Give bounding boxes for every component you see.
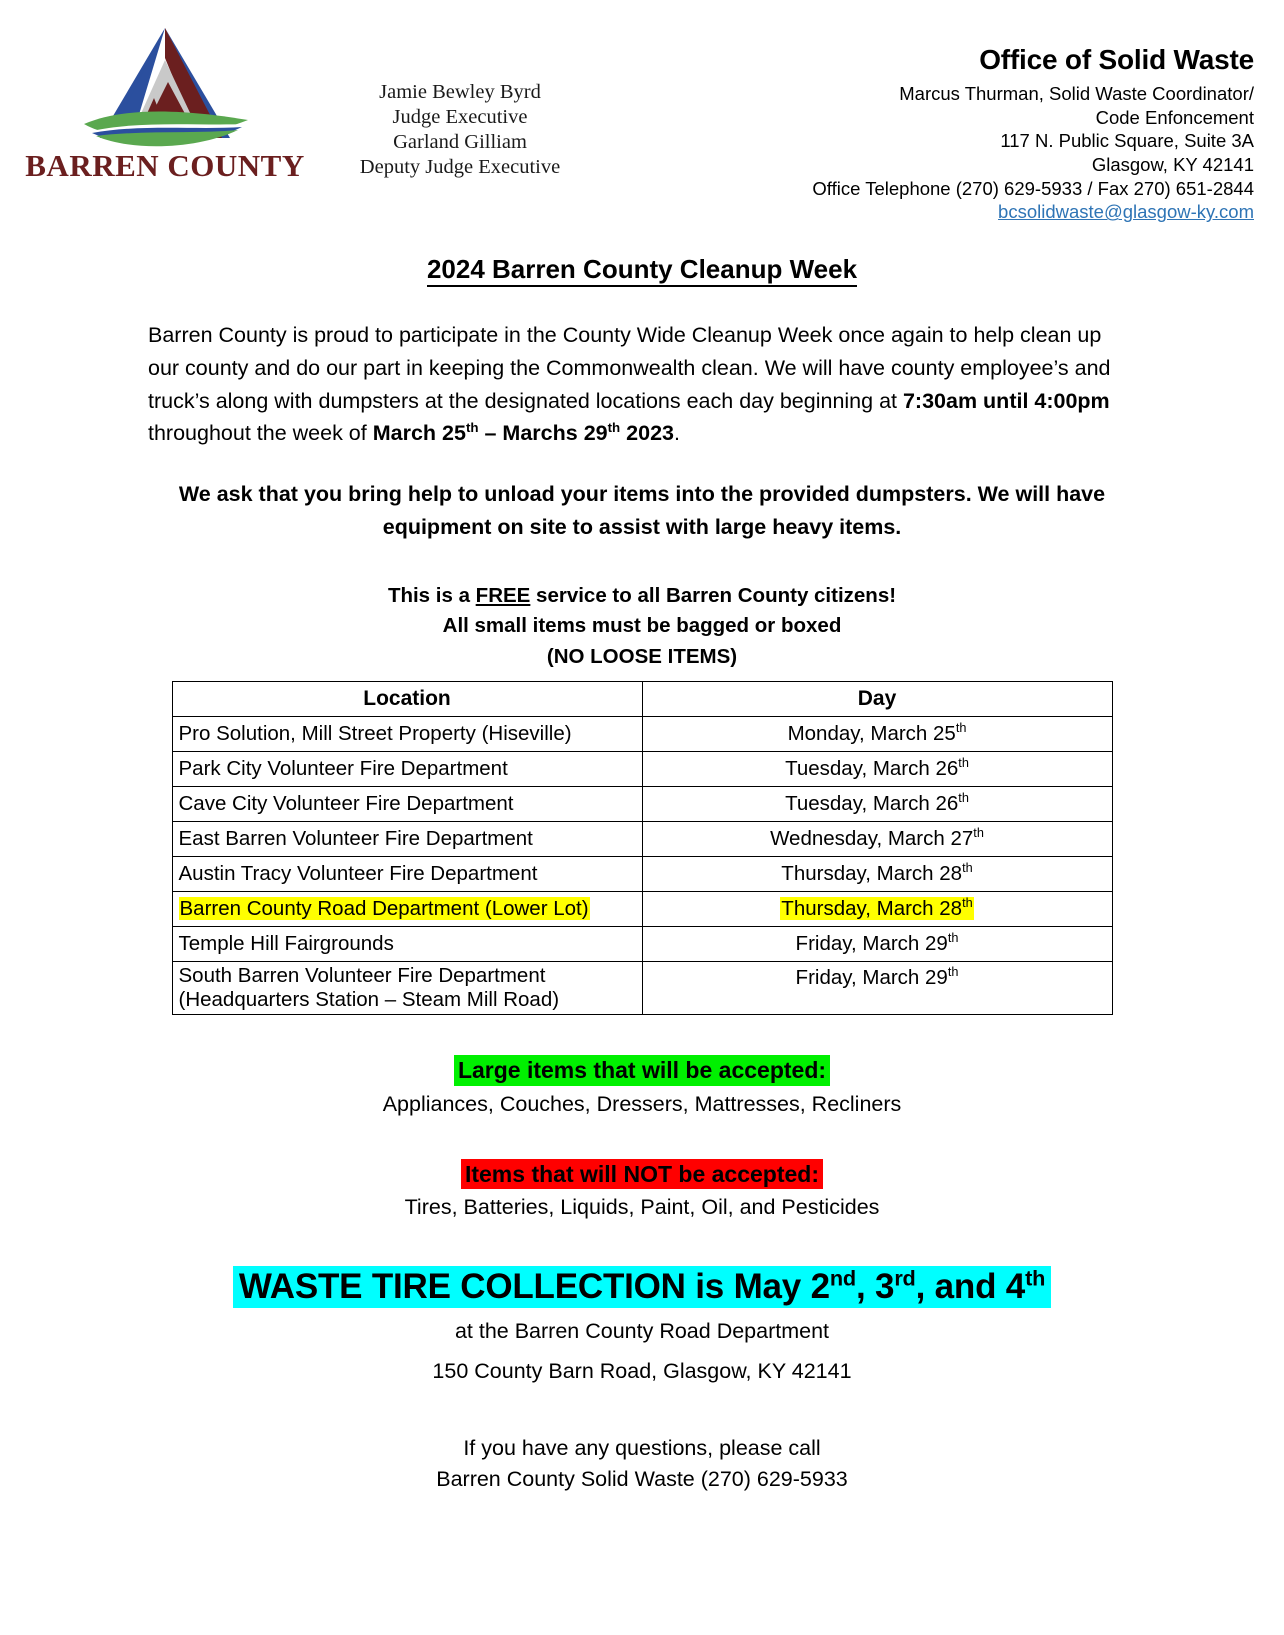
cell-day-ordinal: th bbox=[973, 825, 984, 841]
waste-tire-collection-section bbox=[0, 1266, 1284, 1308]
intro-paragraph bbox=[148, 319, 1136, 450]
intro-text-part1: Barren County is proud to participate in the County Wide Cleanup Week once again to help clean up our county and do our part in keeping the Commonwealth clean. We will have county employee’s and truck’s along with dumpsters at the designated locations each day beginning at bbox=[148, 323, 1111, 413]
office-line-code-enforcement: Code Enfoncement bbox=[1095, 106, 1254, 128]
no-loose-items-line: (NO LOOSE ITEMS) bbox=[546, 645, 738, 669]
cell-day-ordinal: th bbox=[955, 720, 967, 736]
cell-day-ordinal: th bbox=[962, 860, 973, 876]
free-line-post: service to all Barren County citizens! bbox=[530, 583, 897, 607]
cell-day-ordinal: th bbox=[962, 895, 973, 911]
cell-location: Cave City Volunteer Fire Department bbox=[172, 786, 642, 821]
office-line-coordinator: Marcus Thurman, Solid Waste Coordinator/ bbox=[899, 83, 1254, 104]
intro-date-dash: – Marchs 29 bbox=[478, 421, 608, 446]
barren-county-logo-icon bbox=[70, 20, 260, 152]
intro-period: . bbox=[674, 421, 680, 446]
intro-date-start-ordinal: th bbox=[465, 420, 479, 436]
cell-location: Austin Tracy Volunteer Fire Department bbox=[172, 856, 642, 891]
cell-location-line2: (Headquarters Station – Steam Mill Road) bbox=[178, 987, 560, 1011]
tire-ordinal-2: rd bbox=[894, 1265, 916, 1291]
cell-day bbox=[642, 926, 1112, 961]
free-keyword: FREE bbox=[475, 583, 531, 607]
not-accepted-items-section bbox=[0, 1159, 1284, 1221]
free-service-line bbox=[148, 581, 1136, 612]
table-row bbox=[172, 786, 1112, 821]
tire-ordinal-3: th bbox=[1025, 1265, 1046, 1291]
cell-day-ordinal: th bbox=[947, 964, 959, 980]
free-service-block bbox=[148, 581, 1136, 673]
column-header-location: Location bbox=[172, 681, 642, 716]
cell-day-text: Wednesday, March 27 bbox=[770, 826, 974, 850]
cell-day bbox=[642, 961, 1112, 1014]
intro-date-start: March 25 bbox=[372, 421, 466, 446]
intro-time: 7:30am until 4:00pm bbox=[902, 388, 1110, 413]
cell-day-text: Thursday, March 28 bbox=[781, 861, 963, 885]
footer-questions-line: If you have any questions, please call bbox=[463, 1435, 821, 1460]
cell-day-text: Friday, March 29 bbox=[795, 965, 948, 989]
office-line-phone-fax: Office Telephone (270) 629-5933 / Fax 270) 651-2844 bbox=[812, 177, 1254, 199]
cell-day bbox=[642, 751, 1112, 786]
table-row bbox=[172, 926, 1112, 961]
cell-day-text: Monday, March 25 bbox=[787, 721, 956, 745]
office-title: Office of Solid Waste bbox=[979, 44, 1254, 75]
tire-heading-pre: WASTE TIRE COLLECTION is May 2 bbox=[238, 1267, 830, 1307]
cleanup-schedule-table bbox=[172, 681, 1113, 1015]
not-accepted-items-heading bbox=[461, 1159, 823, 1190]
accepted-items-heading: Large items that will be accepted: bbox=[454, 1055, 830, 1086]
not-accepted-post: be accepted: bbox=[672, 1160, 820, 1187]
cell-day bbox=[642, 856, 1112, 891]
cell-location: Temple Hill Fairgrounds bbox=[172, 926, 642, 961]
free-line-pre: This is a bbox=[387, 583, 476, 607]
cell-day bbox=[642, 786, 1112, 821]
official-name-judge: Jamie Bewley Byrd bbox=[379, 81, 541, 103]
waste-tire-location-line1: at the Barren County Road Department bbox=[454, 1319, 830, 1344]
cell-location: Park City Volunteer Fire Department bbox=[172, 751, 642, 786]
accepted-items-list: Appliances, Couches, Dressers, Mattresses, Recliners bbox=[382, 1091, 902, 1116]
column-header-day: Day bbox=[642, 681, 1112, 716]
intro-date-end-ordinal: th bbox=[607, 420, 621, 436]
intro-text-part2: throughout the week of bbox=[148, 421, 373, 446]
cell-location bbox=[172, 961, 642, 1014]
page-title bbox=[0, 254, 1284, 285]
footer-contact-block bbox=[0, 1433, 1284, 1495]
cell-day-text: Tuesday, March 26 bbox=[785, 791, 959, 815]
not-accepted-pre: Items that will bbox=[464, 1160, 624, 1187]
office-email-link[interactable]: bcsolidwaste@glasgow-ky.com bbox=[998, 201, 1254, 223]
table-row bbox=[172, 751, 1112, 786]
table-header-row bbox=[172, 681, 1112, 716]
table-row bbox=[172, 716, 1112, 751]
cell-day-text: Thursday, March 28 bbox=[781, 896, 963, 920]
cell-location-highlight: Barren County Road Department (Lower Lot) bbox=[179, 896, 589, 920]
table-row bbox=[172, 961, 1112, 1014]
table-row bbox=[172, 856, 1112, 891]
office-contact-block bbox=[610, 14, 1264, 224]
cell-day bbox=[642, 821, 1112, 856]
cell-day-ordinal: th bbox=[958, 755, 969, 771]
waste-tire-collection-heading bbox=[233, 1266, 1051, 1308]
table-row-highlighted bbox=[172, 891, 1112, 926]
county-logo bbox=[20, 14, 310, 184]
cell-location: East Barren Volunteer Fire Department bbox=[172, 821, 642, 856]
cell-location bbox=[172, 891, 642, 926]
cell-location-line1: South Barren Volunteer Fire Department bbox=[178, 963, 546, 987]
cell-day bbox=[642, 891, 1112, 926]
tire-mid-1: , 3 bbox=[855, 1267, 895, 1307]
official-name-deputy: Garland Gilliam bbox=[393, 131, 527, 153]
official-title-judge: Judge Executive bbox=[392, 106, 528, 128]
cell-day-ordinal: th bbox=[947, 930, 959, 946]
cell-location: Pro Solution, Mill Street Property (Hiseville) bbox=[172, 716, 642, 751]
cell-day-text: Friday, March 29 bbox=[795, 931, 948, 955]
cell-day-ordinal: th bbox=[958, 790, 969, 806]
help-note: We ask that you bring help to unload your items into the provided dumpsters. We will have equipment on site to assist with large heavy items. bbox=[178, 482, 1106, 540]
bagged-or-boxed-line: All small items must be bagged or boxed bbox=[442, 614, 842, 638]
logo-wordmark: BARREN COUNTY bbox=[25, 148, 305, 183]
office-line-city-state-zip: Glasgow, KY 42141 bbox=[1091, 154, 1254, 176]
footer-phone-line: Barren County Solid Waste (270) 629-5933 bbox=[436, 1466, 848, 1491]
document-header bbox=[0, 0, 1284, 224]
official-title-deputy: Deputy Judge Executive bbox=[359, 156, 561, 178]
intro-year: 2023 bbox=[620, 421, 675, 446]
page-title-text: 2024 Barren County Cleanup Week bbox=[427, 254, 857, 287]
tire-ordinal-1: nd bbox=[829, 1265, 856, 1291]
accepted-items-section bbox=[0, 1055, 1284, 1117]
cell-day-highlight bbox=[780, 897, 973, 920]
tire-mid-2: , and 4 bbox=[915, 1267, 1026, 1307]
not-accepted-items-list: Tires, Batteries, Liquids, Paint, Oil, and Pesticides bbox=[404, 1195, 880, 1220]
cell-day-text: Tuesday, March 26 bbox=[785, 756, 959, 780]
not-keyword: NOT bbox=[623, 1160, 673, 1187]
county-officials bbox=[310, 14, 610, 180]
waste-tire-location-line2: 150 County Barn Road, Glasgow, KY 42141 bbox=[432, 1358, 852, 1383]
document-body bbox=[0, 319, 1284, 673]
office-line-address: 117 N. Public Square, Suite 3A bbox=[1000, 130, 1254, 152]
table-row bbox=[172, 821, 1112, 856]
cell-day bbox=[642, 716, 1112, 751]
